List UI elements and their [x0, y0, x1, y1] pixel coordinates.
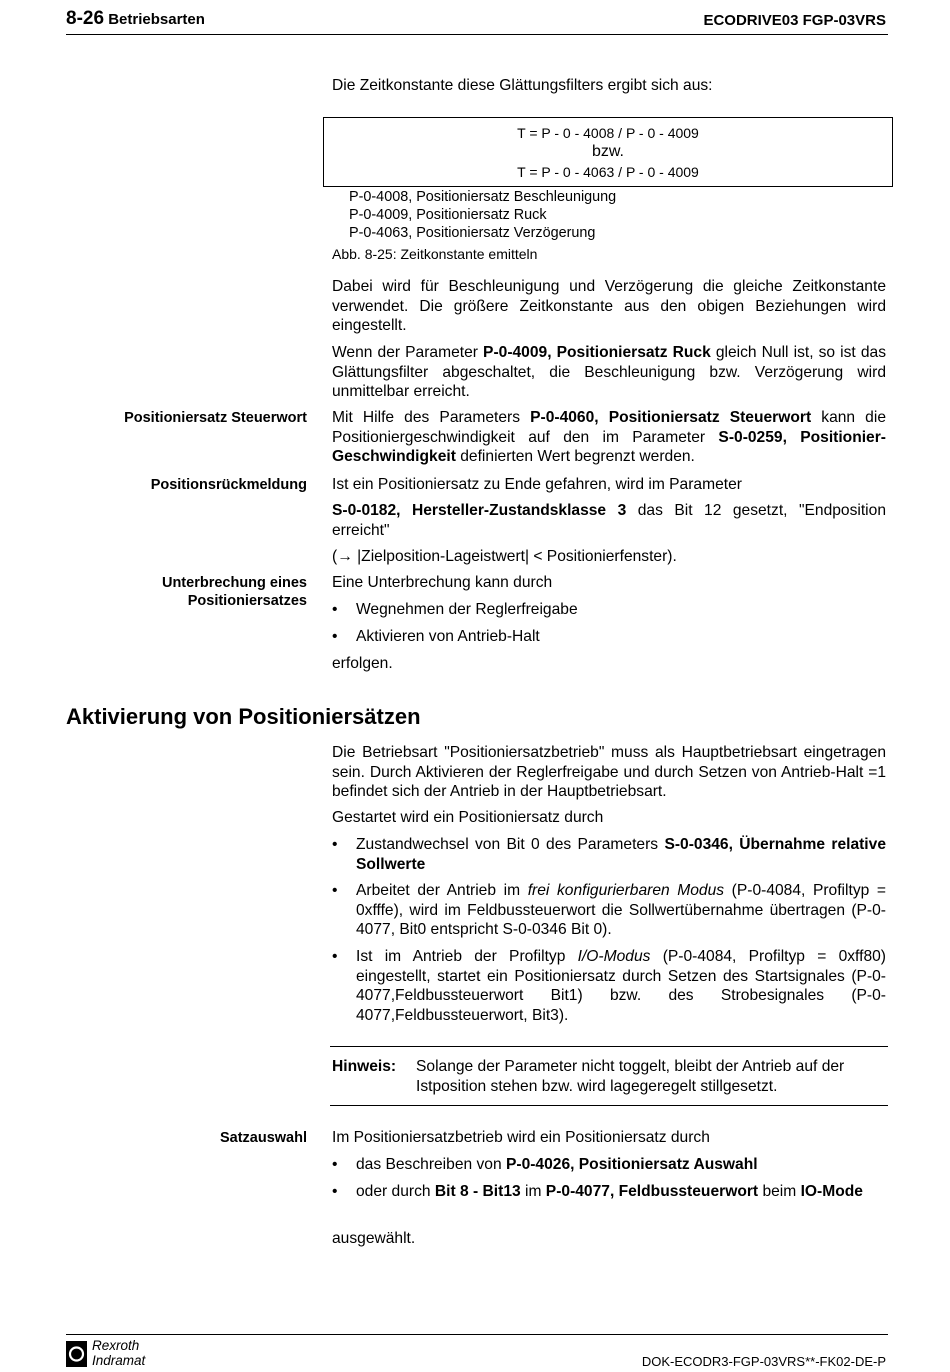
- side-heading: Positioniersatz Steuerwort: [124, 410, 307, 426]
- paragraph: Eine Unterbrechung kann durch: [332, 574, 553, 591]
- page-number: 8-26: [66, 8, 105, 29]
- paragraph: (→ |Zielposition-Lageistwert| < Positionierfenster).: [332, 548, 677, 565]
- note-text: Solange der Parameter nicht toggelt, bleibt der Antrieb auf der Istposition stehen bzw. wird lagegeregelt stillgesetzt.: [416, 1058, 845, 1095]
- paragraph: ausgewählt.: [332, 1230, 416, 1247]
- paragraph: Mit Hilfe des Parameters P-0-4060, Positioniersatz Steuerwort kann die Positioniergeschwindigkeit auf den im Parameter S-0-0259, Positionier-Geschwindigkeit definierten Wert begrenzt werden.: [332, 409, 886, 466]
- paragraph: Die Betriebsart "Positioniersatzbetrieb" muss als Hauptbetriebsart eingetragen sein. Durch Aktivieren der Reglerfreigabe und durch Setzen von Antrieb-Halt =1 befindet sich der Antrieb in der Hauptbetriebsart.: [332, 744, 886, 801]
- side-heading: Satzauswahl: [219, 1130, 307, 1146]
- list-item: • das Beschreiben von P-0-4026, Positioniersatz Auswahl: [332, 1156, 758, 1173]
- side-heading: Unterbrechung eines Positioniersatzes: [161, 575, 307, 609]
- formula-legend: [349, 188, 616, 242]
- note-rule-top: [330, 1046, 888, 1047]
- document-id: DOK-ECODR3-FGP-03VRS**-FK02-DE-P: [641, 1354, 886, 1369]
- note-rule-bottom: [330, 1105, 888, 1106]
- paragraph: Dabei wird für Beschleunigung und Verzögerung die gleiche Zeitkonstante verwendet. Die größere Zeitkonstante aus den obigen Beziehungen wird eingestellt.: [332, 278, 886, 335]
- list-item: • Zustandwechsel von Bit 0 des Parameters S-0-0346, Übernahme relative Sollwerte: [332, 836, 886, 873]
- logo-text-line1: Rexroth: [92, 1338, 140, 1353]
- legend-item: P-0-4063, Positioniersatz Verzögerung: [349, 225, 596, 241]
- formula-box: [323, 117, 893, 187]
- paragraph: erfolgen.: [332, 655, 393, 672]
- chapter-title: Betriebsarten: [108, 11, 205, 28]
- formula-line-3: T = P - 0 - 4063 / P - 0 - 4009: [517, 164, 699, 180]
- paragraph: Ist ein Positioniersatz zu Ende gefahren, wird im Parameter: [332, 476, 742, 493]
- list-item: • Ist im Antrieb der Profiltyp I/O-Modus (P-0-4084, Profiltyp = 0xff80) eingestellt, startet ein Positioniersatz durch Setzen des Startsignales (P-0-4077,Feldbussteuerwort Bit1) bzw. des Strobesignales (P-0-4077,Feldbussteuerwort, Bit3).: [332, 947, 886, 1024]
- paragraph: Im Positioniersatzbetrieb wird ein Positioniersatz durch: [332, 1129, 710, 1146]
- note-label: Hinweis:: [332, 1058, 397, 1075]
- bullet-list: [332, 1155, 886, 1201]
- section-title: Aktivierung von Positioniersätzen: [66, 704, 421, 729]
- list-item: • oder durch Bit 8 - Bit13 im P-0-4077, Feldbussteuerwort beim IO-Mode: [332, 1182, 863, 1200]
- intro-text: Die Zeitkonstante diese Glättungsfilters ergibt sich aus:: [332, 77, 713, 94]
- logo-text-line2: Indramat: [92, 1353, 146, 1368]
- rexroth-indramat-logo: [66, 1337, 186, 1367]
- list-item: • Aktivieren von Antrieb-Halt: [332, 627, 540, 645]
- paragraph: S-0-0182, Hersteller-Zustandsklasse 3 das Bit 12 gesetzt, "Endposition erreicht": [332, 502, 886, 539]
- list-item: • Arbeitet der Antrieb im frei konfigurierbaren Modus (P-0-4084, Profiltyp = 0xfffe), wird im Feldbussteuerwort die Sollwertübernahme übertragen (P-0-4077, Bit0 entspricht S-0-0346 Bit 0).: [332, 882, 886, 939]
- header-rule: [66, 34, 888, 35]
- formula-line-2: bzw.: [591, 143, 624, 160]
- note-box: [332, 1057, 886, 1096]
- figure-caption: Abb. 8-25: Zeitkonstante emitteln: [332, 246, 538, 262]
- paragraph: Wenn der Parameter P-0-4009, Positioniersatz Ruck gleich Null ist, so ist das Glättungsfilter abgeschaltet, die Beschleunigung bzw. Verzögerung wird unmittelbar erreicht.: [332, 344, 886, 401]
- side-heading: Positionsrückmeldung: [150, 477, 307, 493]
- formula-line-1: T = P - 0 - 4008 / P - 0 - 4009: [517, 125, 699, 141]
- bullet-list: [332, 600, 886, 646]
- paragraph: Gestartet wird ein Positioniersatz durch: [332, 809, 604, 826]
- legend-item: P-0-4009, Positioniersatz Ruck: [349, 207, 547, 223]
- footer-rule: [66, 1334, 888, 1335]
- bullet-list: [332, 835, 886, 1025]
- legend-item: P-0-4008, Positioniersatz Beschleunigung: [349, 189, 617, 205]
- list-item: • Wegnehmen der Reglerfreigabe: [332, 601, 578, 618]
- product-name: ECODRIVE03 FGP-03VRS: [703, 12, 886, 29]
- page-header-left: [66, 8, 205, 30]
- logo-mark-icon: [66, 1341, 87, 1367]
